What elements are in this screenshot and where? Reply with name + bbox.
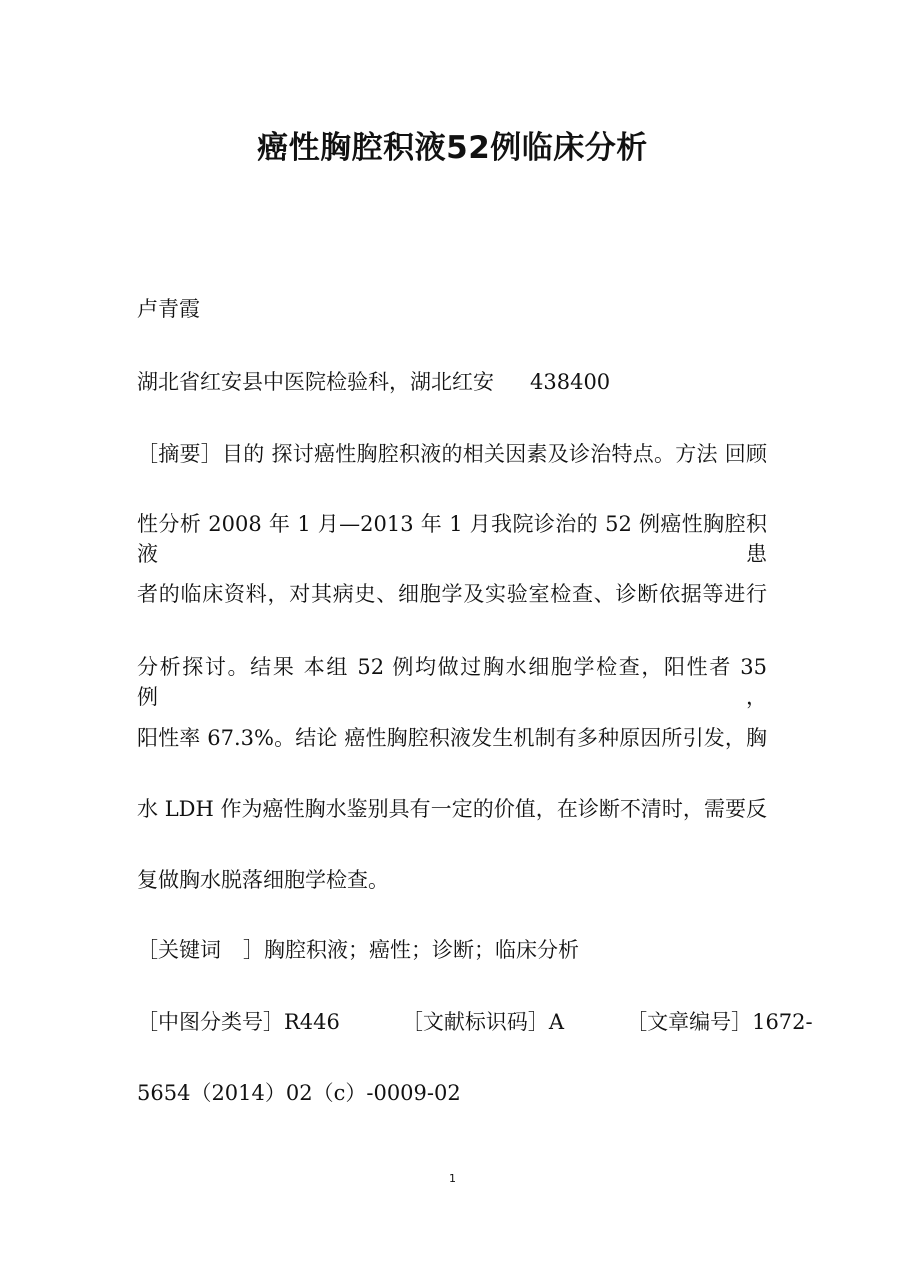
abstract-line-2: 性分析 2008 年 1 月—2013 年 1 月我院诊治的 52 例癌性胸腔积液患 xyxy=(137,512,767,566)
document-code: ［文献标识码］A xyxy=(401,1010,565,1034)
abstract-line-5: 阳性率 67.3%。结论 癌性胸腔积液发生机制有多种原因所引发，胸 xyxy=(137,726,767,750)
keywords xyxy=(137,935,579,965)
keywords-label-close: ］ xyxy=(243,938,264,962)
abstract-line-6: 水 LDH 作为癌性胸水鉴别具有一定的价值，在诊断不清时，需要反 xyxy=(137,797,767,821)
keywords-label-open: ［关键词 xyxy=(137,938,221,962)
abstract-line-7: 复做胸水脱落细胞学检查。 xyxy=(137,868,389,892)
abstract-line-1: ［摘要］目的 探讨癌性胸腔积液的相关因素及诊治特点。方法 回顾 xyxy=(137,442,767,466)
keywords-text: 胸腔积液；癌性；诊断；临床分析 xyxy=(264,938,579,962)
affiliation-postcode: 438400 xyxy=(530,370,611,394)
page-number: 1 xyxy=(449,1172,456,1185)
clc-number: ［中图分类号］R446 xyxy=(137,1010,340,1034)
affiliation-org: 湖北省红安县中医院检验科，湖北红安 xyxy=(137,370,494,394)
abstract-line-3: 者的临床资料，对其病史、细胞学及实验室检查、诊断依据等进行 xyxy=(137,582,767,606)
article-number-label: ［文章编号］1672- xyxy=(626,1010,813,1034)
article-title: 癌性胸腔积液52例临床分析 xyxy=(257,130,648,166)
author-name: 卢青霞 xyxy=(137,297,200,321)
affiliation xyxy=(137,367,610,397)
article-number-cont: 5654（2014）02（c）-0009-02 xyxy=(137,1081,461,1105)
abstract-line-4: 分析探讨。结果 本组 52 例均做过胸水细胞学检查，阳性者 35 例， xyxy=(137,655,767,709)
classification-line xyxy=(137,1007,813,1037)
